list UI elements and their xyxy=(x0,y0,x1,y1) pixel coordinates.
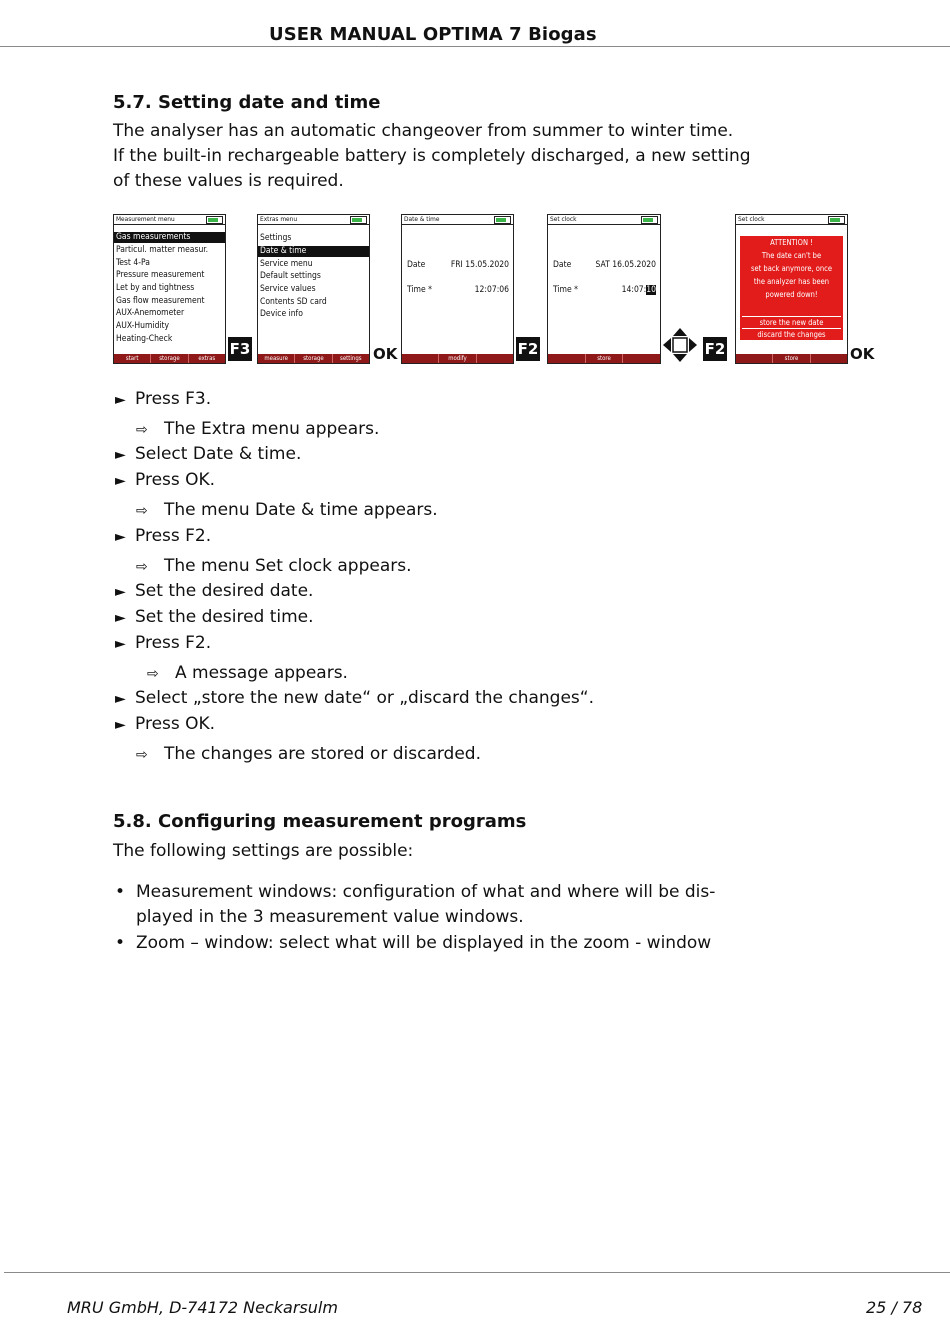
intro-line: If the built-in rechargeable battery is completely discharged, a new setting xyxy=(113,146,751,166)
navigation-cross-icon xyxy=(663,328,697,362)
instruction-result: ⇨ The menu Date & time appears. xyxy=(136,500,438,520)
result-arrow-icon: ⇨ xyxy=(147,666,159,682)
screen-softkeys: store xyxy=(736,354,847,363)
menu-item: AUX-Anemometer xyxy=(116,308,185,318)
screen-softkeys: store xyxy=(548,354,660,363)
bullet-dot-icon: • xyxy=(115,882,126,902)
step-arrow-icon: ► xyxy=(115,717,126,733)
screen-softkeys: start storage extras xyxy=(114,354,225,363)
result-arrow-icon: ⇨ xyxy=(136,422,148,438)
battery-icon xyxy=(828,216,845,224)
menu-item: Pressure measurement xyxy=(116,270,205,280)
date-value: SAT 16.05.2020 xyxy=(595,260,656,270)
footer-company: MRU GmbH, D-74172 Neckarsulm xyxy=(67,1298,338,1317)
step-arrow-icon: ► xyxy=(115,584,126,600)
attention-line: The date can't be xyxy=(761,251,822,260)
result-arrow-icon: ⇨ xyxy=(136,559,148,575)
menu-item: Date & time xyxy=(258,246,369,257)
menu-item: Settings xyxy=(260,233,292,243)
discard-option: discard the changes xyxy=(757,330,826,339)
section-title: Setting date and time xyxy=(158,92,381,113)
device-screen-extras-menu xyxy=(257,214,370,364)
attention-line: ATTENTION ! xyxy=(770,238,813,247)
device-screen-measurement-menu xyxy=(113,214,226,364)
section-title: Configuring measurement programs xyxy=(158,811,527,832)
f2-key-icon: F2 xyxy=(703,337,727,361)
menu-item: Particul. matter measur. xyxy=(116,245,209,255)
battery-icon xyxy=(494,216,511,224)
date-value: FRI 15.05.2020 xyxy=(450,260,509,270)
step-arrow-icon: ► xyxy=(115,691,126,707)
time-cursor: 10 xyxy=(646,285,656,295)
menu-item: Test 4-Pa xyxy=(116,258,150,268)
section-intro: The following settings are possible: xyxy=(113,841,414,861)
date-label: Date xyxy=(407,260,426,270)
screen-titlebar: Measurement menu xyxy=(114,215,225,225)
instruction-step: ► Press F2. xyxy=(115,526,212,546)
document-title: USER MANUAL OPTIMA 7 Biogas xyxy=(269,24,597,45)
attention-line: set back anymore, once xyxy=(750,264,833,273)
instruction-step: ► Press F3. xyxy=(115,389,212,409)
time-value: 12:07:06 xyxy=(474,285,509,295)
time-label: Time * xyxy=(553,285,578,295)
instruction-step: ► Select Date & time. xyxy=(115,444,302,464)
instruction-step: ► Press F2. xyxy=(115,633,212,653)
attention-line: powered down! xyxy=(765,290,818,299)
instruction-result: ⇨ A message appears. xyxy=(147,663,348,683)
bullet-dot-icon: • xyxy=(115,933,126,953)
store-option: store the new date xyxy=(742,316,841,329)
instruction-result: ⇨ The Extra menu appears. xyxy=(136,419,380,439)
menu-item: Service values xyxy=(260,284,316,294)
battery-icon xyxy=(206,216,223,224)
footer-divider xyxy=(4,1272,950,1273)
result-arrow-icon: ⇨ xyxy=(136,503,148,519)
battery-icon xyxy=(350,216,367,224)
intro-line: of these values is required. xyxy=(113,171,344,191)
attention-line: the analyzer has been xyxy=(753,277,830,286)
intro-line: The analyser has an automatic changeover from summer to winter time. xyxy=(113,121,734,141)
instruction-step: ► Press OK. xyxy=(115,470,216,490)
device-screen-attention xyxy=(735,214,848,364)
section-number: 5.8. xyxy=(113,811,152,832)
screen-softkeys: modify xyxy=(402,354,513,363)
menu-item: Service menu xyxy=(260,259,313,269)
date-label: Date xyxy=(553,260,572,270)
section-intro xyxy=(113,119,751,194)
section-number: 5.7. xyxy=(113,92,152,113)
instruction-step: ► Set the desired time. xyxy=(115,607,314,627)
menu-item: Let by and tightness xyxy=(116,283,195,293)
step-arrow-icon: ► xyxy=(115,610,126,626)
step-arrow-icon: ► xyxy=(115,529,126,545)
menu-item: Gas measurements xyxy=(114,232,225,243)
menu-item: AUX-Humidity xyxy=(116,321,170,331)
instruction-result: ⇨ The menu Set clock appears. xyxy=(136,556,412,576)
time-label: Time * xyxy=(407,285,432,295)
attention-dialog xyxy=(740,236,843,340)
ok-key-label: OK xyxy=(850,345,875,363)
page-number: 25 / 78 xyxy=(866,1298,923,1317)
step-arrow-icon: ► xyxy=(115,473,126,489)
step-arrow-icon: ► xyxy=(115,447,126,463)
step-arrow-icon: ► xyxy=(115,636,126,652)
menu-item: Contents SD card xyxy=(260,297,327,307)
bullet-item: • Zoom – window: select what will be displayed in the zoom - window xyxy=(136,931,711,956)
instruction-result: ⇨ The changes are stored or discarded. xyxy=(136,744,481,764)
time-value: 14:07:10 xyxy=(621,285,656,295)
page-header xyxy=(0,24,950,47)
screen-titlebar: Set clock xyxy=(736,215,847,225)
menu-item: Heating-Check xyxy=(116,334,173,344)
menu-item: Gas flow measurement xyxy=(116,296,205,306)
instruction-step: ► Select „store the new date“ or „discard the changes“. xyxy=(115,688,594,708)
device-screen-set-clock xyxy=(547,214,661,364)
instruction-step: ► Set the desired date. xyxy=(115,581,314,601)
ok-key-label: OK xyxy=(373,345,398,363)
f3-key-icon: F3 xyxy=(228,337,252,361)
result-arrow-icon: ⇨ xyxy=(136,747,148,763)
screen-softkeys: measure storage settings xyxy=(258,354,369,363)
screen-titlebar: Extras menu xyxy=(258,215,369,225)
battery-icon xyxy=(641,216,658,224)
instruction-step: ► Press OK. xyxy=(115,714,216,734)
section-heading-5-8 xyxy=(113,811,526,832)
step-arrow-icon: ► xyxy=(115,392,126,408)
screen-titlebar: Set clock xyxy=(548,215,660,225)
device-screen-date-time xyxy=(401,214,514,364)
screen-titlebar: Date & time xyxy=(402,215,513,225)
bullet-item: • Measurement windows: configuration of what and where will be dis- played in the 3 measurement value windows. xyxy=(115,882,716,927)
menu-item: Device info xyxy=(260,309,303,319)
section-heading-5-7 xyxy=(113,92,380,113)
menu-item: Default settings xyxy=(260,271,321,281)
f2-key-icon: F2 xyxy=(516,337,540,361)
